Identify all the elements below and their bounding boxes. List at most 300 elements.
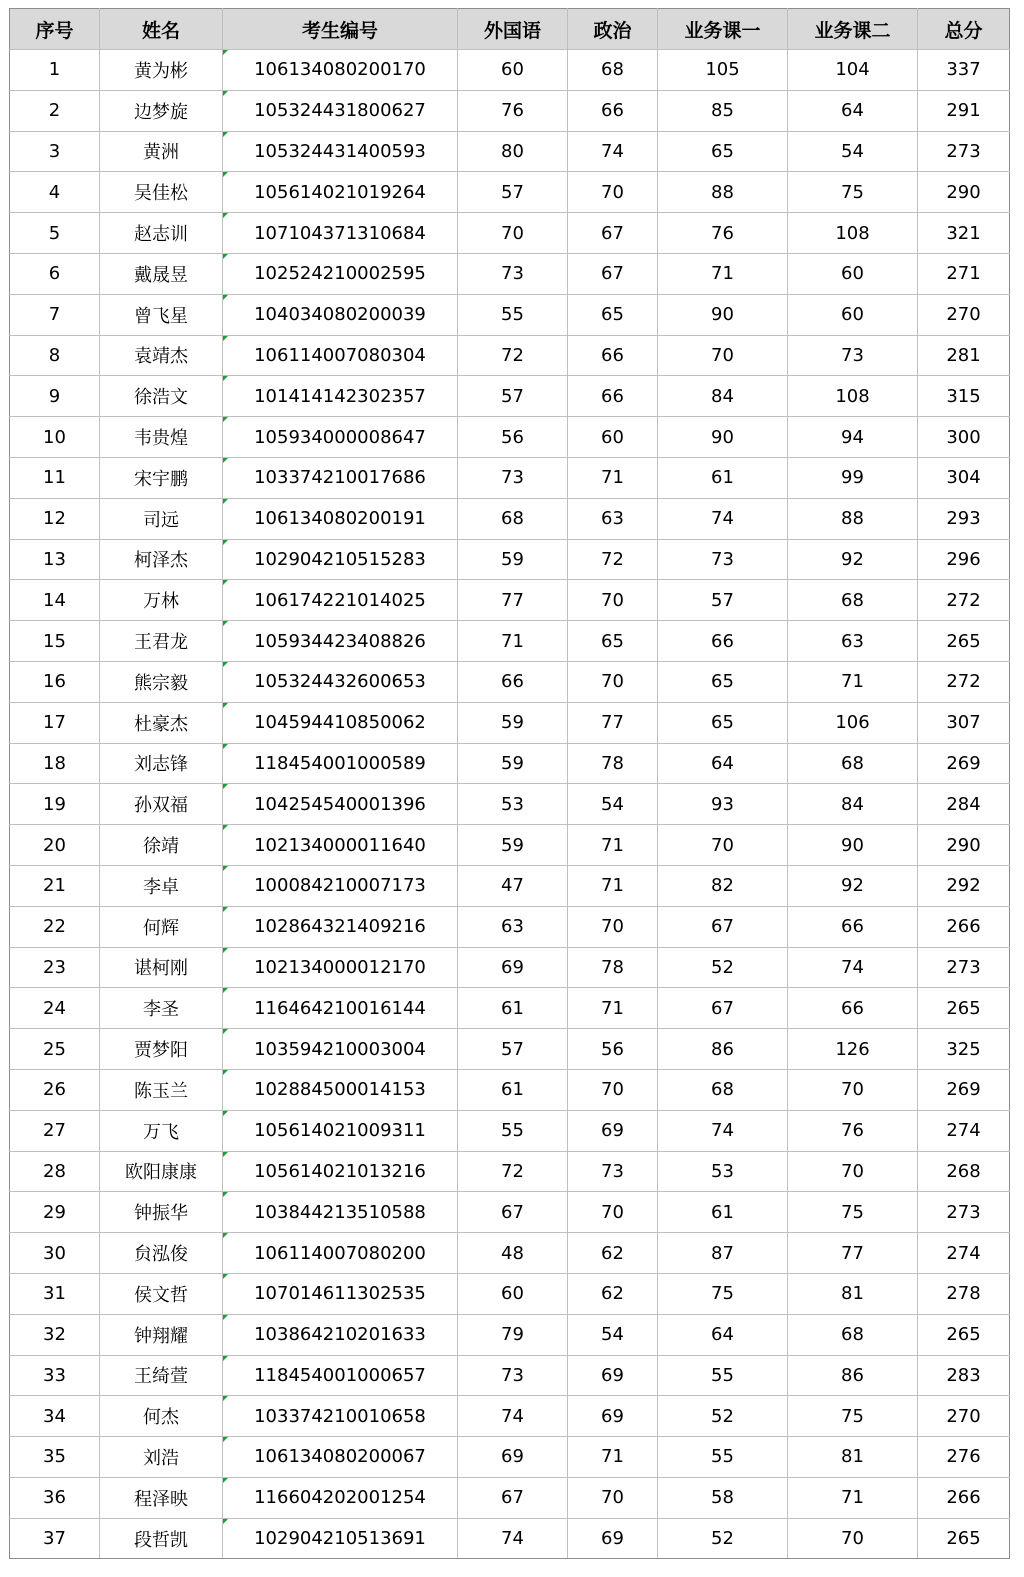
total-cell[interactable]: 272 (918, 580, 1010, 621)
candidate-id-cell[interactable]: 103374210010658 (223, 1396, 458, 1437)
index-cell[interactable]: 6 (10, 253, 100, 294)
index-cell[interactable]: 3 (10, 131, 100, 172)
name-cell[interactable]: 欧阳康康 (100, 1151, 223, 1192)
foreign-language-cell[interactable]: 70 (458, 213, 568, 254)
total-cell[interactable]: 292 (918, 865, 1010, 906)
index-cell[interactable]: 2 (10, 90, 100, 131)
name-cell[interactable]: 王绮萱 (100, 1355, 223, 1396)
politics-cell[interactable]: 69 (568, 1396, 658, 1437)
subject-one-cell[interactable]: 68 (658, 1069, 788, 1110)
header-candidate-id[interactable]: 考生编号 (223, 9, 458, 50)
subject-two-cell[interactable]: 108 (788, 213, 918, 254)
politics-cell[interactable]: 62 (568, 1273, 658, 1314)
total-cell[interactable]: 284 (918, 784, 1010, 825)
index-cell[interactable]: 24 (10, 988, 100, 1029)
name-cell[interactable]: 万林 (100, 580, 223, 621)
total-cell[interactable]: 290 (918, 172, 1010, 213)
index-cell[interactable]: 17 (10, 702, 100, 743)
subject-two-cell[interactable]: 60 (788, 294, 918, 335)
foreign-language-cell[interactable]: 57 (458, 376, 568, 417)
subject-two-cell[interactable]: 64 (788, 90, 918, 131)
candidate-id-cell[interactable]: 118454001000657 (223, 1355, 458, 1396)
subject-one-cell[interactable]: 65 (658, 702, 788, 743)
header-foreign-language[interactable]: 外国语 (458, 9, 568, 50)
politics-cell[interactable]: 70 (568, 906, 658, 947)
subject-one-cell[interactable]: 87 (658, 1233, 788, 1274)
subject-two-cell[interactable]: 70 (788, 1151, 918, 1192)
name-cell[interactable]: 贾梦阳 (100, 1029, 223, 1070)
subject-one-cell[interactable]: 67 (658, 988, 788, 1029)
foreign-language-cell[interactable]: 79 (458, 1314, 568, 1355)
foreign-language-cell[interactable]: 67 (458, 1192, 568, 1233)
subject-two-cell[interactable]: 75 (788, 1192, 918, 1233)
index-cell[interactable]: 35 (10, 1437, 100, 1478)
name-cell[interactable]: 钟振华 (100, 1192, 223, 1233)
foreign-language-cell[interactable]: 77 (458, 580, 568, 621)
subject-two-cell[interactable]: 88 (788, 498, 918, 539)
index-cell[interactable]: 12 (10, 498, 100, 539)
foreign-language-cell[interactable]: 60 (458, 1273, 568, 1314)
foreign-language-cell[interactable]: 68 (458, 498, 568, 539)
politics-cell[interactable]: 77 (568, 702, 658, 743)
politics-cell[interactable]: 68 (568, 50, 658, 91)
name-cell[interactable]: 李卓 (100, 865, 223, 906)
name-cell[interactable]: 刘志锋 (100, 743, 223, 784)
subject-one-cell[interactable]: 90 (658, 294, 788, 335)
foreign-language-cell[interactable]: 59 (458, 743, 568, 784)
foreign-language-cell[interactable]: 76 (458, 90, 568, 131)
subject-one-cell[interactable]: 52 (658, 947, 788, 988)
name-cell[interactable]: 段哲凯 (100, 1518, 223, 1559)
header-index[interactable]: 序号 (10, 9, 100, 50)
subject-two-cell[interactable]: 73 (788, 335, 918, 376)
name-cell[interactable]: 宋宇鹏 (100, 457, 223, 498)
candidate-id-cell[interactable]: 107104371310684 (223, 213, 458, 254)
subject-one-cell[interactable]: 70 (658, 825, 788, 866)
subject-one-cell[interactable]: 86 (658, 1029, 788, 1070)
politics-cell[interactable]: 67 (568, 213, 658, 254)
candidate-id-cell[interactable]: 118454001000589 (223, 743, 458, 784)
politics-cell[interactable]: 70 (568, 1069, 658, 1110)
politics-cell[interactable]: 73 (568, 1151, 658, 1192)
politics-cell[interactable]: 78 (568, 743, 658, 784)
candidate-id-cell[interactable]: 102134000011640 (223, 825, 458, 866)
politics-cell[interactable]: 71 (568, 988, 658, 1029)
subject-one-cell[interactable]: 71 (658, 253, 788, 294)
foreign-language-cell[interactable]: 74 (458, 1396, 568, 1437)
subject-two-cell[interactable]: 75 (788, 1396, 918, 1437)
total-cell[interactable]: 268 (918, 1151, 1010, 1192)
foreign-language-cell[interactable]: 60 (458, 50, 568, 91)
candidate-id-cell[interactable]: 105614021013216 (223, 1151, 458, 1192)
politics-cell[interactable]: 54 (568, 784, 658, 825)
total-cell[interactable]: 270 (918, 294, 1010, 335)
name-cell[interactable]: 黄为彬 (100, 50, 223, 91)
index-cell[interactable]: 4 (10, 172, 100, 213)
candidate-id-cell[interactable]: 106114007080304 (223, 335, 458, 376)
index-cell[interactable]: 30 (10, 1233, 100, 1274)
subject-two-cell[interactable]: 68 (788, 580, 918, 621)
politics-cell[interactable]: 78 (568, 947, 658, 988)
politics-cell[interactable]: 69 (568, 1355, 658, 1396)
foreign-language-cell[interactable]: 72 (458, 335, 568, 376)
subject-one-cell[interactable]: 53 (658, 1151, 788, 1192)
index-cell[interactable]: 28 (10, 1151, 100, 1192)
subject-two-cell[interactable]: 104 (788, 50, 918, 91)
subject-two-cell[interactable]: 84 (788, 784, 918, 825)
header-subject-two[interactable]: 业务课二 (788, 9, 918, 50)
index-cell[interactable]: 23 (10, 947, 100, 988)
foreign-language-cell[interactable]: 55 (458, 1110, 568, 1151)
politics-cell[interactable]: 63 (568, 498, 658, 539)
name-cell[interactable]: 吴佳松 (100, 172, 223, 213)
total-cell[interactable]: 293 (918, 498, 1010, 539)
candidate-id-cell[interactable]: 106134080200191 (223, 498, 458, 539)
politics-cell[interactable]: 67 (568, 253, 658, 294)
politics-cell[interactable]: 69 (568, 1518, 658, 1559)
politics-cell[interactable]: 70 (568, 1192, 658, 1233)
subject-one-cell[interactable]: 58 (658, 1477, 788, 1518)
politics-cell[interactable]: 69 (568, 1110, 658, 1151)
total-cell[interactable]: 300 (918, 417, 1010, 458)
candidate-id-cell[interactable]: 105934423408826 (223, 621, 458, 662)
candidate-id-cell[interactable]: 102884500014153 (223, 1069, 458, 1110)
total-cell[interactable]: 307 (918, 702, 1010, 743)
foreign-language-cell[interactable]: 47 (458, 865, 568, 906)
subject-one-cell[interactable]: 61 (658, 457, 788, 498)
total-cell[interactable]: 265 (918, 1518, 1010, 1559)
subject-two-cell[interactable]: 77 (788, 1233, 918, 1274)
foreign-language-cell[interactable]: 48 (458, 1233, 568, 1274)
candidate-id-cell[interactable]: 104594410850062 (223, 702, 458, 743)
name-cell[interactable]: 陈玉兰 (100, 1069, 223, 1110)
index-cell[interactable]: 1 (10, 50, 100, 91)
index-cell[interactable]: 37 (10, 1518, 100, 1559)
candidate-id-cell[interactable]: 106114007080200 (223, 1233, 458, 1274)
total-cell[interactable]: 273 (918, 947, 1010, 988)
foreign-language-cell[interactable]: 80 (458, 131, 568, 172)
candidate-id-cell[interactable]: 103594210003004 (223, 1029, 458, 1070)
politics-cell[interactable]: 70 (568, 580, 658, 621)
candidate-id-cell[interactable]: 104254540001396 (223, 784, 458, 825)
subject-one-cell[interactable]: 84 (658, 376, 788, 417)
subject-two-cell[interactable]: 66 (788, 988, 918, 1029)
name-cell[interactable]: 杜豪杰 (100, 702, 223, 743)
total-cell[interactable]: 265 (918, 988, 1010, 1029)
total-cell[interactable]: 265 (918, 1314, 1010, 1355)
subject-one-cell[interactable]: 88 (658, 172, 788, 213)
candidate-id-cell[interactable]: 103844213510588 (223, 1192, 458, 1233)
total-cell[interactable]: 273 (918, 1192, 1010, 1233)
total-cell[interactable]: 265 (918, 621, 1010, 662)
total-cell[interactable]: 266 (918, 906, 1010, 947)
subject-one-cell[interactable]: 52 (658, 1396, 788, 1437)
name-cell[interactable]: 边梦旋 (100, 90, 223, 131)
index-cell[interactable]: 8 (10, 335, 100, 376)
index-cell[interactable]: 16 (10, 661, 100, 702)
subject-two-cell[interactable]: 60 (788, 253, 918, 294)
name-cell[interactable]: 程泽映 (100, 1477, 223, 1518)
total-cell[interactable]: 278 (918, 1273, 1010, 1314)
foreign-language-cell[interactable]: 61 (458, 988, 568, 1029)
subject-two-cell[interactable]: 71 (788, 1477, 918, 1518)
subject-two-cell[interactable]: 66 (788, 906, 918, 947)
subject-two-cell[interactable]: 68 (788, 743, 918, 784)
politics-cell[interactable]: 56 (568, 1029, 658, 1070)
politics-cell[interactable]: 71 (568, 865, 658, 906)
politics-cell[interactable]: 62 (568, 1233, 658, 1274)
subject-one-cell[interactable]: 82 (658, 865, 788, 906)
header-politics[interactable]: 政治 (568, 9, 658, 50)
candidate-id-cell[interactable]: 102134000012170 (223, 947, 458, 988)
subject-two-cell[interactable]: 90 (788, 825, 918, 866)
candidate-id-cell[interactable]: 116464210016144 (223, 988, 458, 1029)
foreign-language-cell[interactable]: 73 (458, 457, 568, 498)
subject-one-cell[interactable]: 74 (658, 1110, 788, 1151)
candidate-id-cell[interactable]: 103374210017686 (223, 457, 458, 498)
candidate-id-cell[interactable]: 107014611302535 (223, 1273, 458, 1314)
total-cell[interactable]: 266 (918, 1477, 1010, 1518)
candidate-id-cell[interactable]: 106174221014025 (223, 580, 458, 621)
candidate-id-cell[interactable]: 105934000008647 (223, 417, 458, 458)
subject-two-cell[interactable]: 106 (788, 702, 918, 743)
candidate-id-cell[interactable]: 105324432600653 (223, 661, 458, 702)
foreign-language-cell[interactable]: 55 (458, 294, 568, 335)
total-cell[interactable]: 290 (918, 825, 1010, 866)
candidate-id-cell[interactable]: 106134080200170 (223, 50, 458, 91)
name-cell[interactable]: 熊宗毅 (100, 661, 223, 702)
subject-one-cell[interactable]: 75 (658, 1273, 788, 1314)
subject-two-cell[interactable]: 70 (788, 1069, 918, 1110)
subject-one-cell[interactable]: 55 (658, 1355, 788, 1396)
foreign-language-cell[interactable]: 56 (458, 417, 568, 458)
politics-cell[interactable]: 66 (568, 335, 658, 376)
name-cell[interactable]: 贠泓俊 (100, 1233, 223, 1274)
subject-one-cell[interactable]: 61 (658, 1192, 788, 1233)
foreign-language-cell[interactable]: 59 (458, 539, 568, 580)
politics-cell[interactable]: 65 (568, 621, 658, 662)
candidate-id-cell[interactable]: 105324431800627 (223, 90, 458, 131)
candidate-id-cell[interactable]: 102864321409216 (223, 906, 458, 947)
subject-two-cell[interactable]: 76 (788, 1110, 918, 1151)
politics-cell[interactable]: 70 (568, 1477, 658, 1518)
subject-one-cell[interactable]: 66 (658, 621, 788, 662)
index-cell[interactable]: 22 (10, 906, 100, 947)
politics-cell[interactable]: 60 (568, 417, 658, 458)
total-cell[interactable]: 291 (918, 90, 1010, 131)
politics-cell[interactable]: 74 (568, 131, 658, 172)
index-cell[interactable]: 14 (10, 580, 100, 621)
subject-one-cell[interactable]: 93 (658, 784, 788, 825)
name-cell[interactable]: 戴晟昱 (100, 253, 223, 294)
foreign-language-cell[interactable]: 73 (458, 1355, 568, 1396)
name-cell[interactable]: 孙双福 (100, 784, 223, 825)
politics-cell[interactable]: 72 (568, 539, 658, 580)
subject-two-cell[interactable]: 94 (788, 417, 918, 458)
subject-one-cell[interactable]: 76 (658, 213, 788, 254)
index-cell[interactable]: 10 (10, 417, 100, 458)
total-cell[interactable]: 269 (918, 1069, 1010, 1110)
subject-two-cell[interactable]: 81 (788, 1437, 918, 1478)
candidate-id-cell[interactable]: 102904210515283 (223, 539, 458, 580)
subject-two-cell[interactable]: 108 (788, 376, 918, 417)
index-cell[interactable]: 25 (10, 1029, 100, 1070)
foreign-language-cell[interactable]: 63 (458, 906, 568, 947)
name-cell[interactable]: 徐靖 (100, 825, 223, 866)
index-cell[interactable]: 19 (10, 784, 100, 825)
politics-cell[interactable]: 66 (568, 376, 658, 417)
total-cell[interactable]: 296 (918, 539, 1010, 580)
subject-two-cell[interactable]: 81 (788, 1273, 918, 1314)
foreign-language-cell[interactable]: 67 (458, 1477, 568, 1518)
total-cell[interactable]: 321 (918, 213, 1010, 254)
candidate-id-cell[interactable]: 105614021019264 (223, 172, 458, 213)
index-cell[interactable]: 9 (10, 376, 100, 417)
index-cell[interactable]: 27 (10, 1110, 100, 1151)
foreign-language-cell[interactable]: 71 (458, 621, 568, 662)
name-cell[interactable]: 侯文哲 (100, 1273, 223, 1314)
politics-cell[interactable]: 71 (568, 825, 658, 866)
subject-one-cell[interactable]: 57 (658, 580, 788, 621)
candidate-id-cell[interactable]: 102524210002595 (223, 253, 458, 294)
index-cell[interactable]: 18 (10, 743, 100, 784)
subject-two-cell[interactable]: 70 (788, 1518, 918, 1559)
total-cell[interactable]: 269 (918, 743, 1010, 784)
subject-two-cell[interactable]: 63 (788, 621, 918, 662)
index-cell[interactable]: 7 (10, 294, 100, 335)
foreign-language-cell[interactable]: 74 (458, 1518, 568, 1559)
total-cell[interactable]: 270 (918, 1396, 1010, 1437)
foreign-language-cell[interactable]: 57 (458, 172, 568, 213)
total-cell[interactable]: 276 (918, 1437, 1010, 1478)
foreign-language-cell[interactable]: 53 (458, 784, 568, 825)
index-cell[interactable]: 29 (10, 1192, 100, 1233)
candidate-id-cell[interactable]: 103864210201633 (223, 1314, 458, 1355)
name-cell[interactable]: 何辉 (100, 906, 223, 947)
subject-one-cell[interactable]: 85 (658, 90, 788, 131)
subject-two-cell[interactable]: 68 (788, 1314, 918, 1355)
name-cell[interactable]: 何杰 (100, 1396, 223, 1437)
name-cell[interactable]: 曾飞星 (100, 294, 223, 335)
politics-cell[interactable]: 71 (568, 457, 658, 498)
candidate-id-cell[interactable]: 101414142302357 (223, 376, 458, 417)
candidate-id-cell[interactable]: 105614021009311 (223, 1110, 458, 1151)
foreign-language-cell[interactable]: 69 (458, 947, 568, 988)
foreign-language-cell[interactable]: 72 (458, 1151, 568, 1192)
name-cell[interactable]: 司远 (100, 498, 223, 539)
subject-one-cell[interactable]: 67 (658, 906, 788, 947)
name-cell[interactable]: 王君龙 (100, 621, 223, 662)
subject-one-cell[interactable]: 70 (658, 335, 788, 376)
header-name[interactable]: 姓名 (100, 9, 223, 50)
candidate-id-cell[interactable]: 104034080200039 (223, 294, 458, 335)
total-cell[interactable]: 337 (918, 50, 1010, 91)
politics-cell[interactable]: 70 (568, 172, 658, 213)
foreign-language-cell[interactable]: 61 (458, 1069, 568, 1110)
subject-one-cell[interactable]: 55 (658, 1437, 788, 1478)
subject-two-cell[interactable]: 99 (788, 457, 918, 498)
candidate-id-cell[interactable]: 106134080200067 (223, 1437, 458, 1478)
index-cell[interactable]: 15 (10, 621, 100, 662)
politics-cell[interactable]: 54 (568, 1314, 658, 1355)
index-cell[interactable]: 5 (10, 213, 100, 254)
name-cell[interactable]: 赵志训 (100, 213, 223, 254)
subject-two-cell[interactable]: 86 (788, 1355, 918, 1396)
total-cell[interactable]: 283 (918, 1355, 1010, 1396)
foreign-language-cell[interactable]: 66 (458, 661, 568, 702)
subject-one-cell[interactable]: 64 (658, 1314, 788, 1355)
header-total[interactable]: 总分 (918, 9, 1010, 50)
foreign-language-cell[interactable]: 59 (458, 702, 568, 743)
subject-one-cell[interactable]: 73 (658, 539, 788, 580)
name-cell[interactable]: 万飞 (100, 1110, 223, 1151)
foreign-language-cell[interactable]: 69 (458, 1437, 568, 1478)
candidate-id-cell[interactable]: 102904210513691 (223, 1518, 458, 1559)
subject-two-cell[interactable]: 92 (788, 539, 918, 580)
name-cell[interactable]: 钟翔耀 (100, 1314, 223, 1355)
total-cell[interactable]: 272 (918, 661, 1010, 702)
subject-two-cell[interactable]: 92 (788, 865, 918, 906)
index-cell[interactable]: 11 (10, 457, 100, 498)
total-cell[interactable]: 274 (918, 1233, 1010, 1274)
index-cell[interactable]: 20 (10, 825, 100, 866)
subject-one-cell[interactable]: 52 (658, 1518, 788, 1559)
name-cell[interactable]: 袁靖杰 (100, 335, 223, 376)
index-cell[interactable]: 26 (10, 1069, 100, 1110)
politics-cell[interactable]: 70 (568, 661, 658, 702)
name-cell[interactable]: 黄洲 (100, 131, 223, 172)
total-cell[interactable]: 271 (918, 253, 1010, 294)
index-cell[interactable]: 32 (10, 1314, 100, 1355)
header-subject-one[interactable]: 业务课一 (658, 9, 788, 50)
subject-two-cell[interactable]: 126 (788, 1029, 918, 1070)
foreign-language-cell[interactable]: 57 (458, 1029, 568, 1070)
politics-cell[interactable]: 66 (568, 90, 658, 131)
name-cell[interactable]: 柯泽杰 (100, 539, 223, 580)
index-cell[interactable]: 21 (10, 865, 100, 906)
total-cell[interactable]: 281 (918, 335, 1010, 376)
candidate-id-cell[interactable]: 100084210007173 (223, 865, 458, 906)
subject-one-cell[interactable]: 105 (658, 50, 788, 91)
index-cell[interactable]: 36 (10, 1477, 100, 1518)
subject-one-cell[interactable]: 90 (658, 417, 788, 458)
total-cell[interactable]: 273 (918, 131, 1010, 172)
name-cell[interactable]: 刘浩 (100, 1437, 223, 1478)
total-cell[interactable]: 325 (918, 1029, 1010, 1070)
name-cell[interactable]: 韦贵煌 (100, 417, 223, 458)
subject-one-cell[interactable]: 74 (658, 498, 788, 539)
foreign-language-cell[interactable]: 59 (458, 825, 568, 866)
subject-two-cell[interactable]: 54 (788, 131, 918, 172)
index-cell[interactable]: 34 (10, 1396, 100, 1437)
total-cell[interactable]: 274 (918, 1110, 1010, 1151)
total-cell[interactable]: 315 (918, 376, 1010, 417)
subject-two-cell[interactable]: 71 (788, 661, 918, 702)
index-cell[interactable]: 13 (10, 539, 100, 580)
foreign-language-cell[interactable]: 73 (458, 253, 568, 294)
politics-cell[interactable]: 65 (568, 294, 658, 335)
subject-two-cell[interactable]: 74 (788, 947, 918, 988)
name-cell[interactable]: 徐浩文 (100, 376, 223, 417)
total-cell[interactable]: 304 (918, 457, 1010, 498)
index-cell[interactable]: 33 (10, 1355, 100, 1396)
politics-cell[interactable]: 71 (568, 1437, 658, 1478)
index-cell[interactable]: 31 (10, 1273, 100, 1314)
candidate-id-cell[interactable]: 105324431400593 (223, 131, 458, 172)
name-cell[interactable]: 李圣 (100, 988, 223, 1029)
name-cell[interactable]: 谌柯刚 (100, 947, 223, 988)
candidate-id-cell[interactable]: 116604202001254 (223, 1477, 458, 1518)
